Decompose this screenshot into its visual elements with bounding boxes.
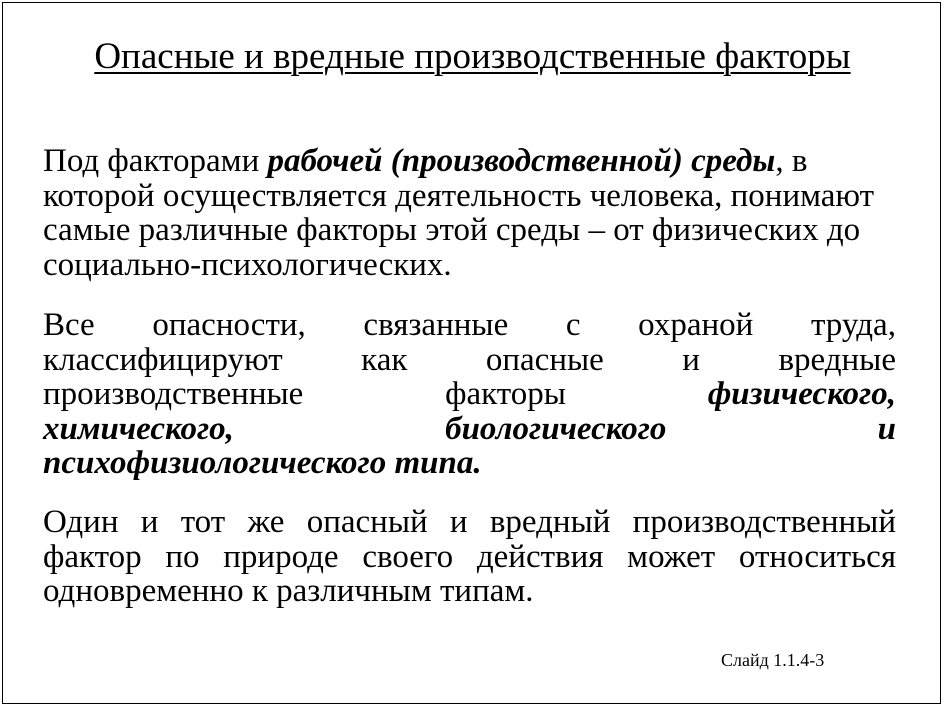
- word: и: [682, 341, 700, 378]
- word: производственные: [43, 376, 304, 412]
- word-emphasis: и: [877, 410, 896, 447]
- word: труда,: [810, 307, 896, 343]
- word: как: [361, 341, 408, 378]
- word-emphasis: биологического: [445, 410, 667, 447]
- word: связанные: [363, 307, 509, 343]
- slide-title: Опасные и вредные производственные факторы: [94, 36, 851, 77]
- word: охраной: [638, 307, 754, 343]
- word: опасности,: [152, 307, 306, 343]
- classification-line-1: [43, 308, 896, 343]
- word: опасные: [485, 341, 604, 378]
- word-emphasis: химического,: [43, 410, 234, 447]
- word: классифицируют: [43, 341, 283, 378]
- paragraph1-emphasis: рабочей (производственной) среды: [267, 143, 776, 179]
- classification-line-4: [43, 412, 896, 447]
- paragraph-factors-definition: [43, 144, 896, 282]
- word: Все: [43, 307, 95, 343]
- classification-line-5: [43, 446, 896, 481]
- slide-number: Слайд 1.1.4-3: [721, 650, 825, 670]
- slide: [2, 2, 941, 704]
- classification-line-3: [43, 377, 896, 412]
- word-emphasis: физического,: [707, 376, 896, 412]
- paragraph1-prefix: Под факторами: [43, 143, 268, 179]
- paragraph-classification: [43, 308, 896, 481]
- classification-line-2: [43, 343, 896, 378]
- word: факторы: [445, 376, 566, 412]
- word: вредные: [778, 341, 896, 378]
- word: с: [565, 307, 581, 343]
- paragraph-multiple-types: Один и тот же опасный и вредный производственный фактор по природе своего действия может относиться одновременно к различным типам.: [43, 504, 896, 609]
- paragraph1-suffix: , в которой осуществляется деятельность человека, понимают самые различные факторы этой среды – от физических до социально-психологических.: [43, 143, 875, 283]
- word-emphasis: психофизиологического типа.: [43, 445, 482, 481]
